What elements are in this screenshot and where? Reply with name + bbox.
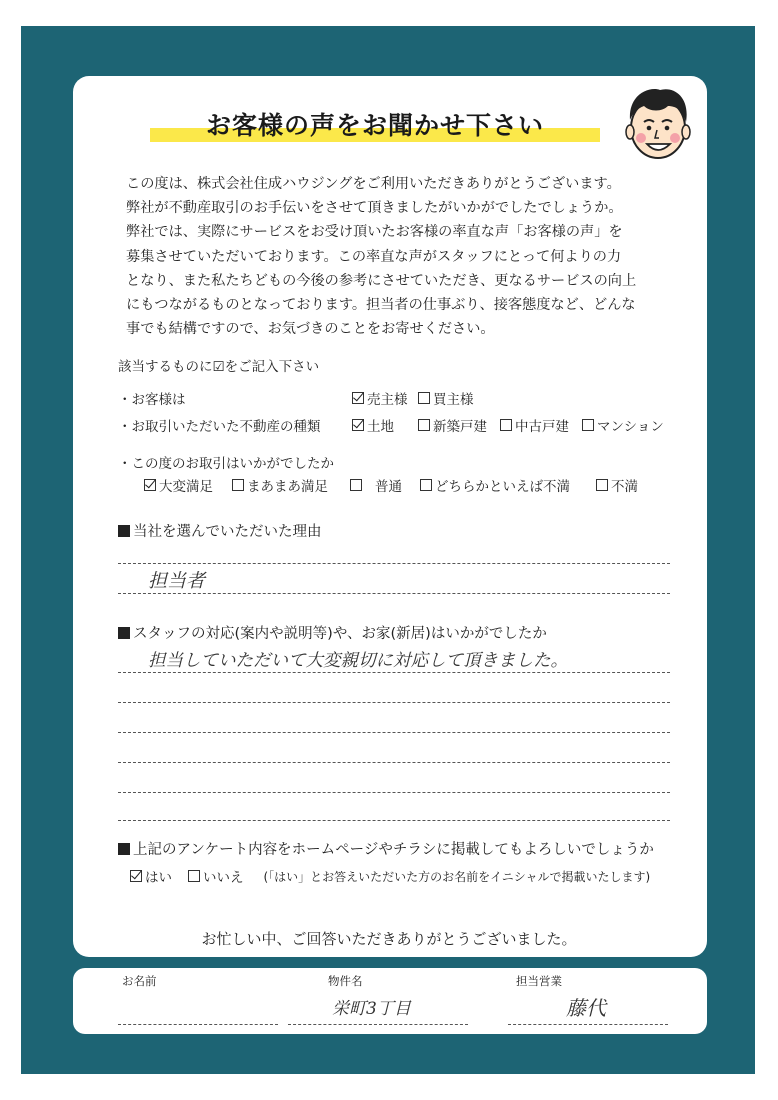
option-label: まあまあ満足 <box>247 479 328 495</box>
square-bullet-icon <box>118 843 130 855</box>
answer-line <box>118 732 670 733</box>
section-consent-heading <box>118 838 654 859</box>
name-label: お名前 <box>122 974 157 988</box>
checkbox-icon[interactable] <box>418 392 430 404</box>
checkbox-icon[interactable] <box>188 870 200 882</box>
property-line <box>288 1024 468 1025</box>
checkbox-checked-icon[interactable] <box>352 419 364 431</box>
section-staff-heading <box>118 622 547 643</box>
checkbox-icon[interactable] <box>232 479 244 491</box>
option-neutral[interactable] <box>350 475 402 495</box>
property-value[interactable]: 栄町3丁目 <box>332 999 411 1019</box>
section-heading-text: スタッフの対応(案内や説明等)や、お家(新居)はいかがでしたか <box>133 626 547 642</box>
mascot-face-icon <box>620 84 696 164</box>
square-bullet-icon <box>118 525 130 537</box>
intro-line: となり、また私たちどもの今後の参考にさせていただき、更なるサービスの向上 <box>126 272 637 289</box>
answer-line <box>118 563 670 564</box>
option-label: マンション <box>597 419 664 435</box>
question-satisfaction-label: ・この度のお取引はいかがでしたか <box>118 456 334 472</box>
question-customer-label: ・お客様は <box>118 392 186 408</box>
title-block <box>150 106 600 146</box>
intro-line: 募集させていただいております。この率直な声がスタッフにとって何よりの力 <box>126 248 622 265</box>
option-used-house[interactable] <box>500 415 569 435</box>
intro-line: 弊社が不動産取引のお手伝いをさせて頂きましたがいかがでしたでしょうか。 <box>126 200 623 217</box>
option-buyer[interactable] <box>418 388 474 408</box>
name-line <box>118 1024 278 1025</box>
consent-options <box>130 866 650 886</box>
option-label: 普通 <box>375 479 402 495</box>
option-somewhat-dissatisfied[interactable] <box>420 475 570 495</box>
staff-answer[interactable]: 担当していただいて大変親切に対応して頂きました。 <box>148 651 568 671</box>
answer-line <box>118 762 670 763</box>
checkbox-icon[interactable] <box>596 479 608 491</box>
option-label: 買主様 <box>433 392 474 408</box>
page-title: お客様の声をお聞かせ下さい <box>205 111 544 140</box>
staff-label: 担当営業 <box>516 974 562 988</box>
staff-value[interactable]: 藤代 <box>566 996 606 1020</box>
section-heading-text: 当社を選んでいただいた理由 <box>133 524 322 540</box>
intro-line: この度は、株式会社住成ハウジングをご利用いただきありがとうございます。 <box>126 176 621 192</box>
answer-line <box>118 820 670 821</box>
option-label: 土地 <box>367 419 394 435</box>
option-label: 大変満足 <box>159 479 213 495</box>
consent-note: (「はい」とお答えいただいた方のお名前をイニシャルで掲載いたします) <box>263 869 651 884</box>
intro-line: 事でも結構ですので、お気づきのことをお寄せください。 <box>126 321 495 338</box>
answer-line <box>118 702 670 703</box>
answer-line <box>118 672 670 673</box>
option-very-satisfied[interactable] <box>144 475 213 495</box>
checkbox-icon[interactable] <box>582 419 594 431</box>
answer-line <box>118 593 670 594</box>
option-land[interactable] <box>352 415 394 435</box>
answer-line <box>118 792 670 793</box>
checkbox-checked-icon[interactable] <box>352 392 364 404</box>
section-heading-text: 上記のアンケート内容をホームページやチラシに掲載してもよろしいでしょうか <box>133 842 654 858</box>
option-no[interactable] <box>188 866 244 886</box>
section-reason-heading <box>118 520 322 541</box>
option-dissatisfied[interactable] <box>596 475 638 495</box>
checkbox-icon[interactable] <box>350 479 362 491</box>
option-label: 売主様 <box>367 392 408 408</box>
checkbox-checked-icon[interactable] <box>130 870 142 882</box>
option-seller[interactable] <box>352 388 408 408</box>
checkbox-icon[interactable] <box>500 419 512 431</box>
instruction-text: 該当するものに☑をご記入下さい <box>118 359 320 375</box>
option-label: 不満 <box>611 479 638 495</box>
option-label: はい <box>145 870 172 886</box>
checkbox-checked-icon[interactable] <box>144 479 156 491</box>
staff-line <box>508 1024 668 1025</box>
option-label: いいえ <box>203 870 244 886</box>
checkbox-icon[interactable] <box>418 419 430 431</box>
option-somewhat-satisfied[interactable] <box>232 475 328 495</box>
option-mansion[interactable] <box>582 415 664 435</box>
option-label: 中古戸建 <box>515 419 569 435</box>
option-new-house[interactable] <box>418 415 487 435</box>
property-label: 物件名 <box>328 974 363 988</box>
option-yes[interactable] <box>130 866 172 886</box>
option-label: 新築戸建 <box>433 419 487 435</box>
thanks-message: お忙しい中、ご回答いただきありがとうございました。 <box>201 930 577 948</box>
intro-text <box>126 172 666 341</box>
square-bullet-icon <box>118 627 130 639</box>
intro-line: にもつながるものとなっております。担当者の仕事ぶり、接客態度など、どんな <box>126 297 636 314</box>
reason-answer[interactable]: 担当者 <box>148 570 206 592</box>
checkbox-icon[interactable] <box>420 479 432 491</box>
option-label: どちらかといえば不満 <box>435 479 570 495</box>
question-property-label: ・お取引いただいた不動産の種類 <box>118 419 321 435</box>
intro-line: 弊社では、実際にサービスをお受け頂いたお客様の率直な声「お客様の声」を <box>126 224 623 241</box>
